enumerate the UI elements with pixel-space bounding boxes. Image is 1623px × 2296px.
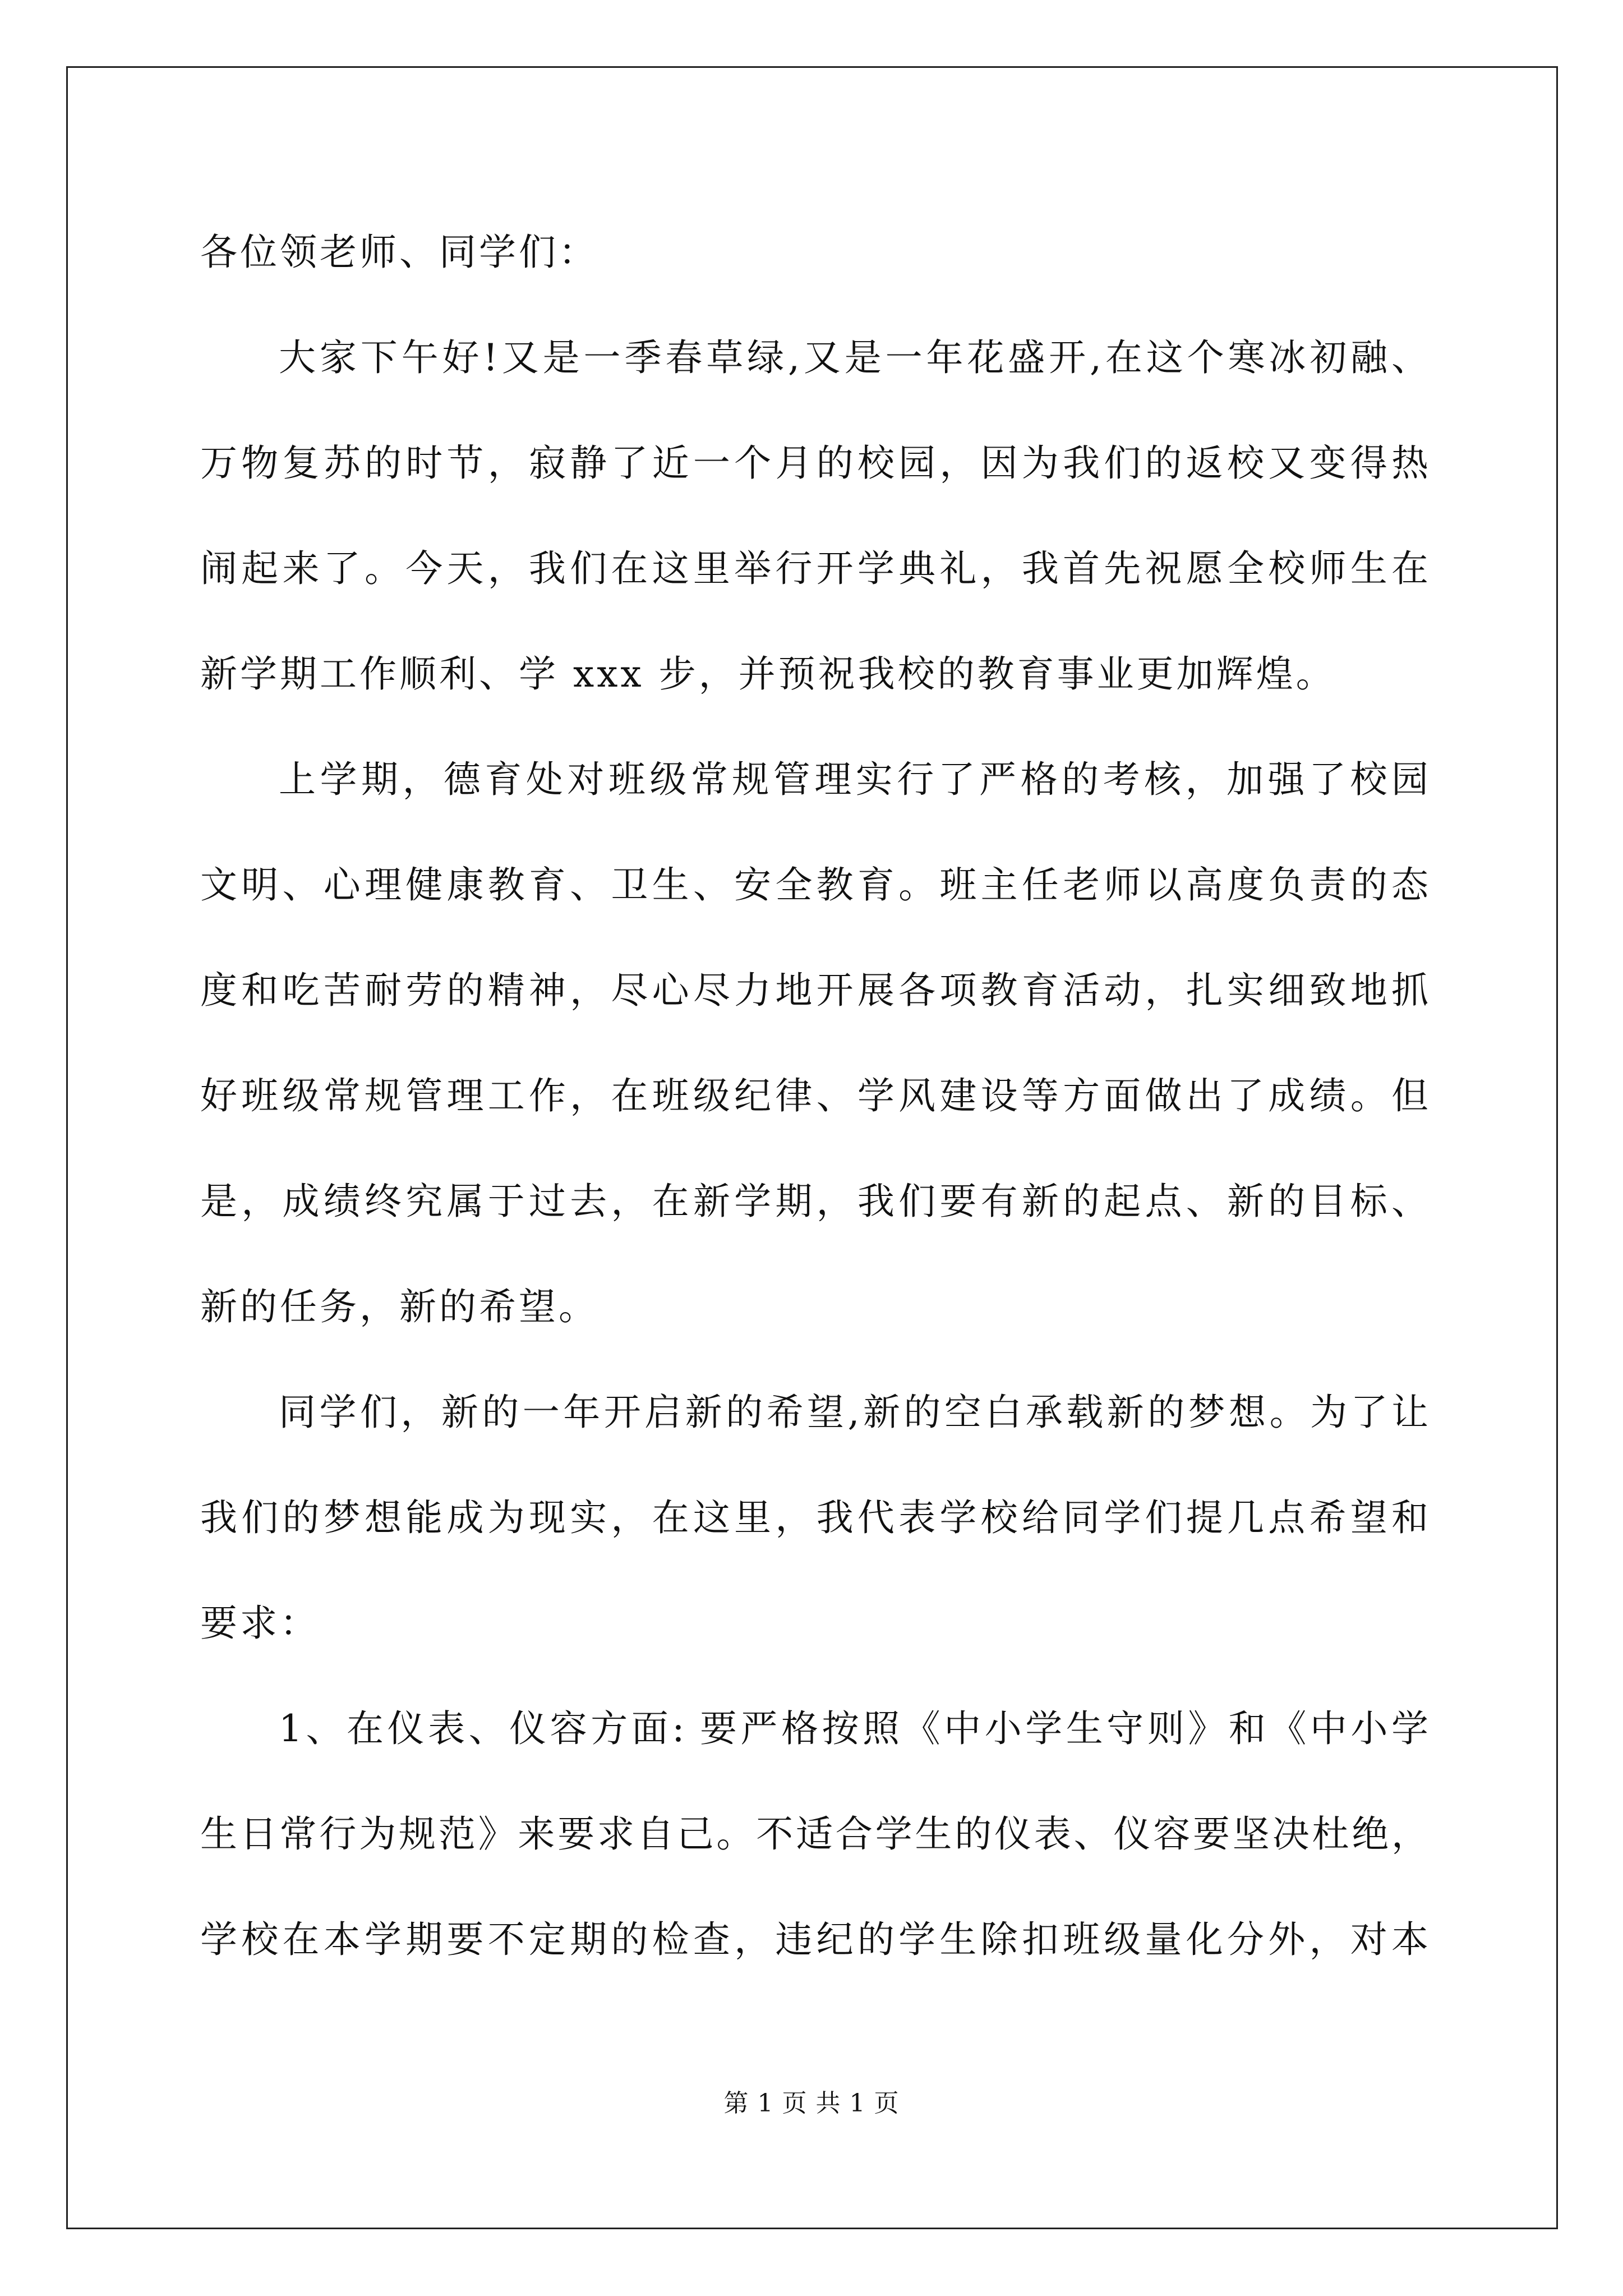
salutation: 各位领老师、同学们： [200, 231, 598, 274]
paragraph-1-line-1: 大家下午好!又是一季春草绿,又是一年花盛开,在这个寒冰初融、 [279, 336, 1428, 379]
paragraph-1-line-4: 新学期工作顺利、学 xxx 步，并预祝我校的教育事业更加辉煌。 [200, 652, 1336, 696]
paragraph-3-line-2: 我们的梦想能成为现实，在这里，我代表学校给同学们提几点希望和 [200, 1496, 1428, 1539]
paragraph-2-line-2: 文明、心理健康教育、卫生、安全教育。班主任老师以高度负责的态 [200, 863, 1428, 907]
paragraph-4-line-3: 学校在本学期要不定期的检查，违纪的学生除扣班级量化分外，对本 [200, 1918, 1428, 1961]
page-number-footer: 第 1 页 共 1 页 [723, 2089, 900, 2118]
paragraph-3-line-1: 同学们，新的一年开启新的希望,新的空白承载新的梦想。为了让 [279, 1391, 1428, 1434]
paragraph-2-line-1: 上学期，德育处对班级常规管理实行了严格的考核，加强了校园 [279, 758, 1428, 801]
paragraph-1-line-2: 万物复苏的时节，寂静了近一个月的校园，因为我们的返校又变得热 [200, 441, 1428, 485]
paragraph-4-line-2: 生日常行为规范》来要求自己。不适合学生的仪表、仪容要坚决杜绝， [200, 1812, 1428, 1856]
paragraph-2-line-4: 好班级常规管理工作，在班级纪律、学风建设等方面做出了成绩。但 [200, 1074, 1428, 1117]
paragraph-2-line-6: 新的任务，新的希望。 [200, 1285, 598, 1328]
paragraph-2-line-3: 度和吃苦耐劳的精神，尽心尽力地开展各项教育活动，扎实细致地抓 [200, 969, 1428, 1012]
paragraph-4-line-1: 1、在仪表、仪容方面: 要严格按照《中小学生守则》和《中小学 [279, 1707, 1428, 1750]
paragraph-3-line-3: 要求： [200, 1602, 320, 1645]
paragraph-2-line-5: 是，成绩终究属于过去，在新学期，我们要有新的起点、新的目标、 [200, 1180, 1428, 1223]
paragraph-1-line-3: 闹起来了。今天，我们在这里举行开学典礼，我首先祝愿全校师生在 [200, 547, 1428, 590]
